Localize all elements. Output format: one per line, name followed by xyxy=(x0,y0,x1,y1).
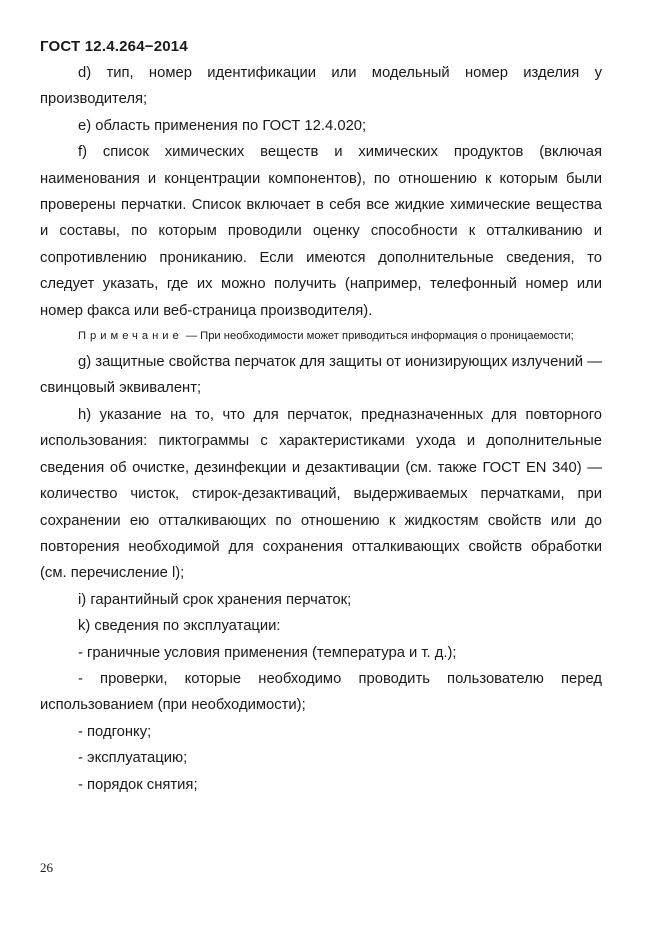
note-text: — При необходимости может приводиться информация о проницаемости; xyxy=(182,330,574,343)
item-h: h) указание на то, что для перчаток, предназначенных для повторного использования: пиктограммы с характеристиками ухода и дополнительные сведения об очистке, дезинфекции и дезактивации (см. также ГОСТ EN 340) — количество чисток, стирок-дезактиваций, выдерживаемых перчатками, при сохранении ею отталкивающих по отношению к жидкостям свойств или до повторения необходимой для сохранения отталкивающих свойств обработки (см. перечисление l); xyxy=(40,406,602,582)
item-g: g) защитные свойства перчаток для защиты от ионизирующих излучений — свинцовый эквивалент; xyxy=(40,354,602,397)
note xyxy=(40,326,602,347)
item-k-sub-1: - граничные условия применения (температура и т. д.); xyxy=(78,644,457,661)
note-label: Примечание xyxy=(78,330,183,343)
item-k-sub-2: - проверки, которые необходимо проводить пользователю перед использованием (при необходимости); xyxy=(40,670,602,714)
item-i: i) гарантийный срок хранения перчаток; xyxy=(78,591,352,608)
item-k-sub-5: - порядок снятия; xyxy=(78,776,198,793)
document-body xyxy=(40,60,602,798)
page-number: 26 xyxy=(40,860,53,875)
item-k-sub-3: - подгонку; xyxy=(78,723,152,740)
item-k-sub-4: - эксплуатацию; xyxy=(78,750,188,767)
item-f: f) список химических веществ и химических продуктов (включая наименования и концентрации компонентов), по отношению к которым были проверены перчатки. Список включает в себя все жидкие химические вещества и составы, по которым проводили оценку способности к отталкиванию и сопротивлению прониканию. Если имеются дополнительные сведения, то следует указать, где их можно получить (например, телефонный номер или номер факса или веб-страница производителя). xyxy=(40,144,602,319)
item-k: k) сведения по эксплуатации: xyxy=(78,618,281,635)
document-header: ГОСТ 12.4.264−2014 xyxy=(40,38,188,55)
item-d: d) тип, номер идентификации или модельный номер изделия у производителя; xyxy=(40,65,602,108)
item-e: e) область применения по ГОСТ 12.4.020; xyxy=(78,117,367,134)
